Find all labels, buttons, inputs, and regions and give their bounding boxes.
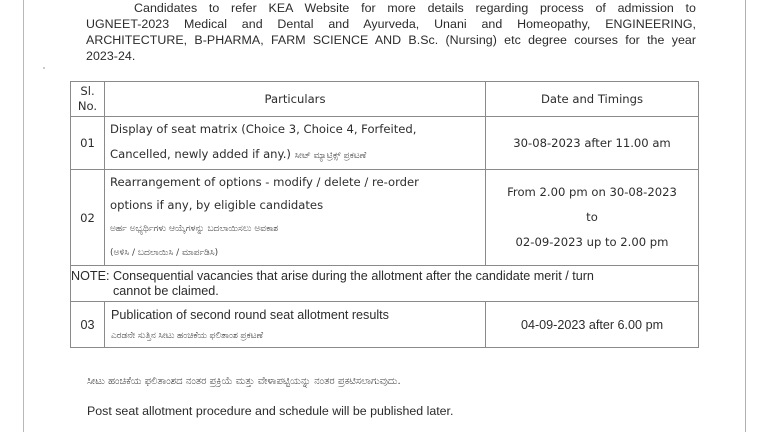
- note-line-1: NOTE: Consequential vacancies that arise during the allotment after the candidate merit / turn: [71, 268, 594, 283]
- scan-speck: [43, 67, 45, 69]
- note-line-2: cannot be claimed.: [113, 283, 219, 298]
- particulars-line: Rearrangement of options - modify / delete / re-order: [110, 174, 419, 189]
- table-row: [71, 117, 699, 170]
- header-date-timings: Date and Timings: [486, 82, 699, 117]
- note-row: [71, 266, 699, 302]
- particulars-line: options if any, by eligible candidates: [110, 197, 324, 212]
- date-line: to: [586, 210, 598, 224]
- row-particulars: [105, 170, 486, 266]
- table-row: [71, 170, 699, 266]
- row-date: [486, 170, 699, 266]
- particulars-line: Cancelled, newly added if any.): [110, 147, 291, 161]
- row-sl: 03: [71, 302, 105, 348]
- table-header-row: [71, 82, 699, 117]
- particulars-kannada: (ಅಳಿಸಿ / ಬದಲಾಯಿಸಿ / ಮಾರ್ಪಡಿಸಿ): [110, 247, 219, 258]
- particulars-line: Publication of second round seat allotment results: [111, 307, 389, 322]
- table-row: [71, 302, 699, 348]
- row-date: 30-08-2023 after 11.00 am: [486, 117, 699, 170]
- intro-line-4: 2023-24.: [86, 49, 136, 63]
- row-sl: 02: [71, 170, 105, 266]
- row-date: 04-09-2023 after 6.00 pm: [486, 302, 699, 348]
- page-border-right: [745, 0, 746, 432]
- intro-line-1: Candidates to refer KEA Website for more details regarding process of admission to: [134, 1, 696, 15]
- header-particulars: Particulars: [105, 82, 486, 117]
- note-cell: [71, 266, 699, 302]
- intro-line-3: ARCHITECTURE, B-PHARMA, FARM SCIENCE AND B.Sc. (Nursing) etc degree courses for the year: [86, 33, 696, 47]
- schedule-table: [70, 81, 699, 348]
- date-line: From 2.00 pm on 30-08-2023: [507, 185, 677, 199]
- header-sl-no: Sl. No.: [71, 82, 105, 117]
- particulars-kannada: ಸೀಟ್ ಮ್ಯಾಟ್ರಿಕ್ಸ್ ಪ್ರಕಟಣೆ: [294, 151, 367, 161]
- intro-paragraph: [86, 0, 696, 64]
- date-line: 02-09-2023 up to 2.00 pm: [515, 235, 669, 249]
- intro-line-2: UGNEET-2023 Medical and Dental and Ayurveda, Unani and Homeopathy, ENGINEERING,: [86, 17, 696, 31]
- row-particulars: [105, 117, 486, 170]
- particulars-kannada: ಎರಡನೇ ಸುತ್ತಿನ ಸೀಟು ಹಂಚಿಕೆಯ ಫಲಿತಾಂಶ ಪ್ರಕಟಣೆ: [111, 329, 264, 340]
- footer-english-note: Post seat allotment procedure and schedule will be published later.: [87, 404, 454, 418]
- footer-kannada-note: ಸೀಟು ಹಂಚಿಕೆಯ ಫಲಿತಾಂಶದ ನಂತರ ಪ್ರಕ್ರಿಯೆ ಮತ್ತು ವೇಳಾಪಟ್ಟಿಯನ್ನು ನಂತರ ಪ್ರಕಟಿಸಲಾಗುವುದು.: [87, 376, 401, 387]
- row-sl: 01: [71, 117, 105, 170]
- row-particulars: [105, 302, 486, 348]
- particulars-line: Display of seat matrix (Choice 3, Choice 4, Forfeited,: [110, 122, 417, 136]
- particulars-kannada: ಅರ್ಹ ಅಭ್ಯರ್ಥಿಗಳು ಆಯ್ಕೆಗಳನ್ನು ಬದಲಾಯಿಸಲು ಅವಕಾಶ: [110, 223, 279, 234]
- page-border-left: [23, 0, 24, 432]
